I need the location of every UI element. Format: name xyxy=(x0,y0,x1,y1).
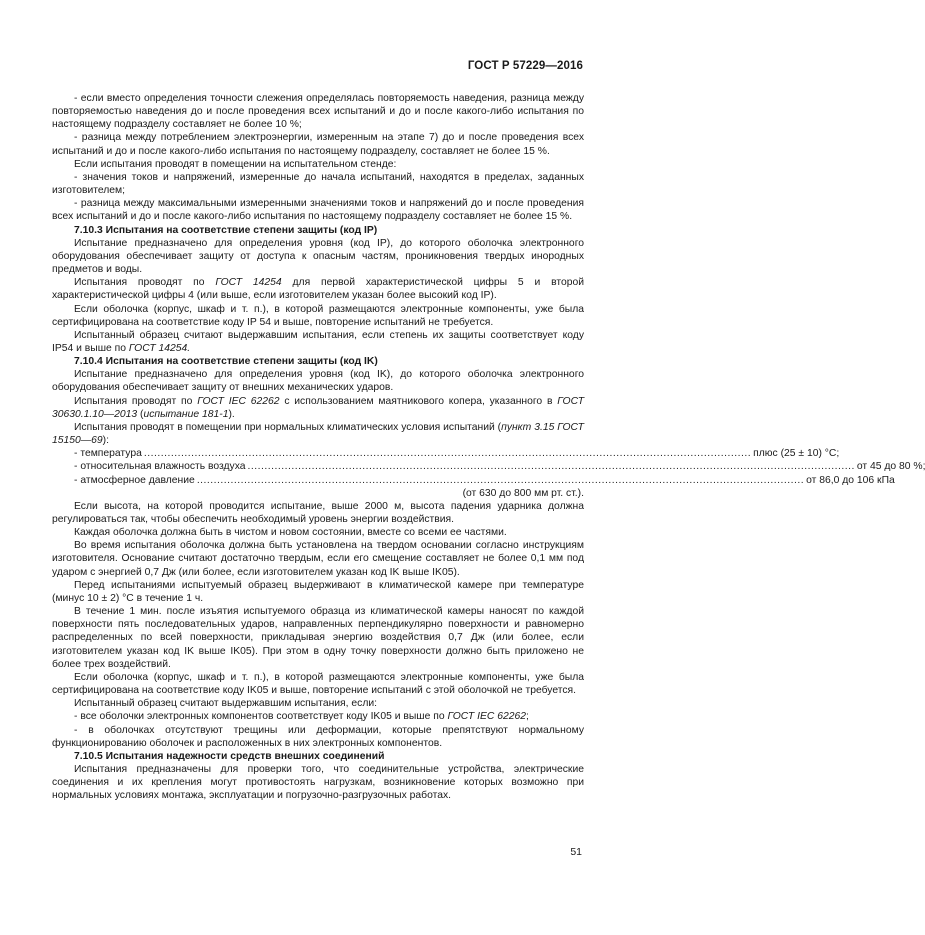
paragraph: В течение 1 мин. после изъятия испытуемого образца из климатической камеры наносят по каждой поверхности пять последовательных ударов, направленных перпендикулярно поверхности и равномерно распределенных по всей поверхности, прикладывая энергию воздействия 0,7 Дж (или более, если изготовителем указан код IK выше IK05). При этом в одну точку поверхности должно быть приложено не более трех воздействий. xyxy=(52,606,584,670)
paragraph: Перед испытаниями испытуемый образец выдерживают в климатической камере при температуре (минус 10 ± 2) °С в течение 1 ч. xyxy=(52,579,584,604)
standard-reference: ГОСТ IEC 62262 xyxy=(197,395,280,407)
test-reference: испытание 181-1 xyxy=(143,408,229,420)
condition-pressure-alt: (от 630 до 800 мм рт. ст.). xyxy=(462,487,584,499)
standard-reference: ГОСТ 30630.1.10—2013 xyxy=(52,395,585,420)
paragraph: - значения токов и напряжений, измеренные до начала испытаний, находятся в пределах, заданных изготовителем; xyxy=(52,171,584,197)
paragraph: Испытания проводят в помещении при нормальных климатических условия испытаний (пункт 3.15 ГОСТ 15150—69): xyxy=(52,421,584,447)
standard-reference: ГОСТ IEC 62262 xyxy=(447,711,526,723)
paragraph: Испытанный образец считают выдержавшим испытания, если степень их защиты соответствует коду IP54 и выше по ГОСТ 14254. xyxy=(52,329,584,354)
paragraph: Испытания проводят по ГОСТ 14254 для первой характеристической цифры 5 и второй характеристической цифры 4 (или выше, если изготовителем указан более высокий код IP). xyxy=(52,277,584,302)
standard-reference: ГОСТ 14254. xyxy=(128,342,191,354)
paragraph: - все оболочки электронных компонентов соответствует коду IK05 и выше по ГОСТ IEC 62262; xyxy=(74,711,529,723)
paragraph: Испытания предназначены для проверки того, что соединительные устройства, электрические соединения и их крепления могут противостоять нагрузкам, возникновение которых возможно при нормальных условиях монтажа, эксплуатации и погрузочно-разгрузочных работах. xyxy=(52,763,584,802)
paragraph: Испытанный образец считают выдержавшим испытания, если: xyxy=(74,698,378,710)
section-heading-7-10-4: 7.10.4 Испытания на соответствие степени защиты (код IK) xyxy=(74,356,378,368)
document-body xyxy=(52,92,925,802)
standard-reference: пункт 3.15 ГОСТ 15150—69 xyxy=(52,421,584,447)
section-heading-7-10-3: 7.10.3 Испытания на соответствие степени защиты (код IP) xyxy=(74,224,378,236)
section-heading-7-10-5: 7.10.5 Испытания надежности средств внешних соединений xyxy=(74,750,385,762)
paragraph: Испытание предназначено для определения уровня (код IP), до которого оболочка электронного оборудования обеспечивает защиту от доступа к опасным частям, проникновения твердых инородных предметов и воды. xyxy=(52,237,584,276)
leader-dots: .................................................................................................................................................................................... xyxy=(247,461,855,473)
condition-pressure: - атмосферное давление .................................................................................................................................................................................... от 86,0 до 106 кПа xyxy=(74,474,895,486)
standard-reference: ГОСТ 14254 xyxy=(215,277,282,289)
page-number: 51 xyxy=(570,846,582,858)
condition-temperature: - температура .................................................................................................................................................................................... плюс (25 ± 10) °С; xyxy=(74,448,840,460)
paragraph: - разница между максимальными измеренными значениями токов и напряжений до и после проведения всех испытаний и до и после какого-либо испытания по настоящему подразделу составляет не более 15 %. xyxy=(52,198,584,223)
leader-dots: .................................................................................................................................................................................... xyxy=(143,448,752,460)
paragraph: Во время испытания оболочка должна быть установлена на твердом основании согласно инструкциям изготовителя. Основание считают достаточно твердым, если его смещение составляет не более 0,1 мм под ударом с энергией 0,7 Дж (или более, если изготовителем указан код IK выше IK05). xyxy=(52,540,584,578)
paragraph: Испытание предназначено для определения уровня (код IK), до которого оболочка электронного оборудования обеспечивает защиту от внешних механических ударов. xyxy=(52,369,584,394)
paragraph: Испытания проводят по ГОСТ IEC 62262 с использованием маятникового копера, указанного в ГОСТ 30630.1.10—2013 (испытание 181-1). xyxy=(52,395,585,420)
paragraph: Если испытания проводят в помещении на испытательном стенде: xyxy=(74,158,397,170)
document-code-header: ГОСТ Р 57229—2016 xyxy=(467,60,583,72)
paragraph: - разница между потреблением электроэнергии, измеренным на этапе 7) до и после проведения всех испытаний и до и после какого-либо испытания по настоящему подразделу, составляет не более 15 %. xyxy=(52,132,584,157)
paragraph: - если вместо определения точности слежения определялась повторяемость наведения, разница между повторяемостью наведения до и после проведения всех испытаний и до и после какого-либо испытания по настоящему подразделу составляет не более 10 %; xyxy=(52,93,584,131)
paragraph: - в оболочках отсутствуют трещины или деформации, которые препятствуют нормальному функционированию оболочек и расположенных в них электронных компонентов. xyxy=(52,724,584,749)
paragraph: Каждая оболочка должна быть в чистом и новом состоянии, вместе со всеми ее частями. xyxy=(74,527,507,539)
paragraph: Если высота, на которой проводится испытание, выше 2000 м, высота падения ударника должна регулироваться так, чтобы обеспечить необходимый уровень энергии воздействия. xyxy=(52,500,584,525)
paragraph: Если оболочка (корпус, шкаф и т. п.), в которой размещаются электронные компоненты, уже была сертифицирована на соответствие коду IP 54 и выше, повторение испытаний не требуется. xyxy=(52,303,584,328)
leader-dots: .................................................................................................................................................................................... xyxy=(196,474,805,486)
condition-humidity: - относительная влажность воздуха .................................................................................................................................................................................... от 45 до 80 %; xyxy=(74,461,925,473)
paragraph: Если оболочка (корпус, шкаф и т. п.), в которой размещаются электронные компоненты, уже была сертифицирована на соответствие коду IK05 и выше, повторение испытаний с этой оболочкой не требуется. xyxy=(52,671,584,697)
